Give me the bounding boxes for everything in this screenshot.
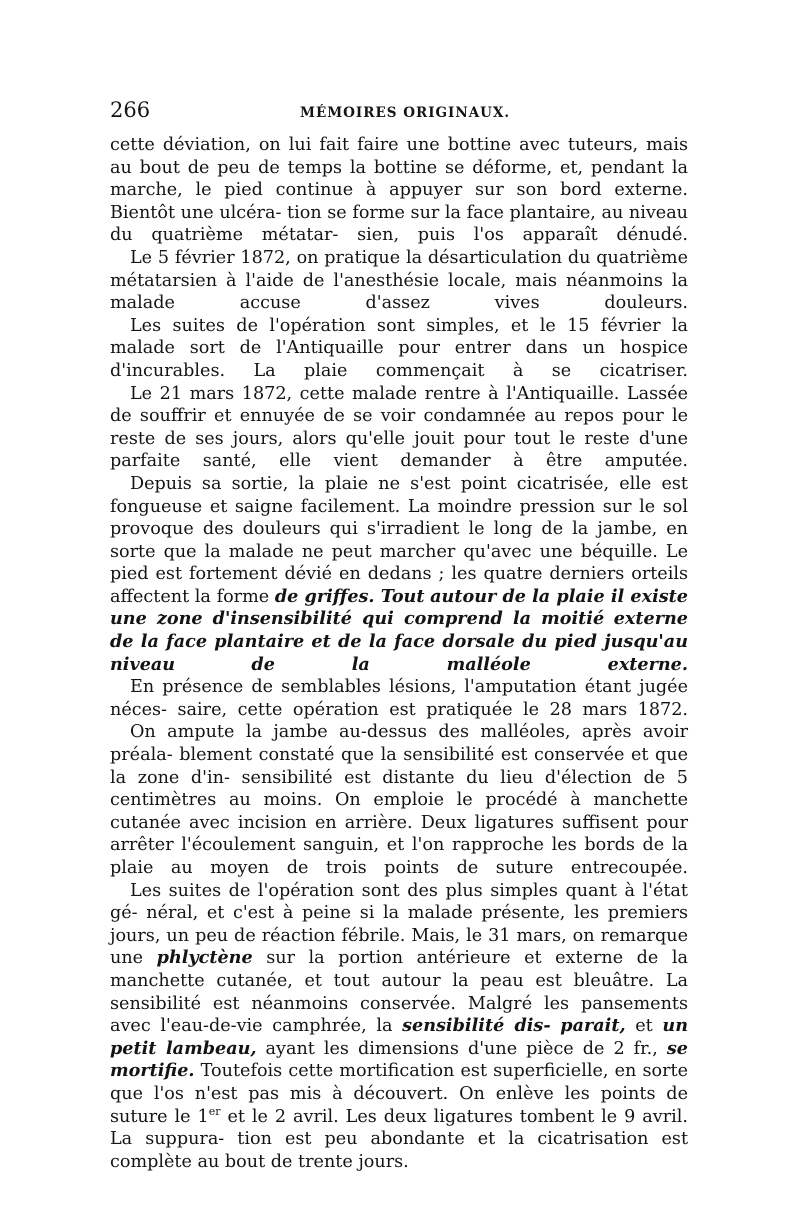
text-line: de l'Antiquaille pour entrer dans un hospice d'incurables. La plaie [110, 338, 689, 381]
emphasis-text: de la malléole externe. [251, 653, 689, 675]
paragraph [110, 721, 688, 879]
text-line: Malgré les pansements avec l'eau-de-vie camphrée, la [110, 993, 688, 1037]
text-line: tion se forme sur la face plantaire, au niveau du quatrième métatar- [110, 202, 689, 246]
text-line: bout de peu de temps la bottine se déforme, et, pendant la marche, [110, 157, 689, 201]
text-line: dedans ; les quatre derniers orteils affectent la forme [110, 564, 688, 607]
text-line: ne peut marcher qu'avec une béquille. Le pied est fortement dévié en [110, 541, 688, 585]
paragraph [110, 315, 688, 383]
text-line: On ampute la jambe au-dessus des malléoles, après avoir préala- [110, 722, 688, 766]
text-line: blement constaté que la sensibilité est conservée et que la zone d'in- [110, 745, 689, 788]
text-line: sur la portion antérieure et externe de la manchette cutanée, et tout [110, 948, 689, 991]
emphasis-text: parait, [560, 1015, 626, 1037]
text-line: le pied continue à appuyer sur son bord externe. Bientôt une ulcéra- [110, 180, 688, 223]
text-line: sensibilité est distante du lieu d'élection de 5 centimètres au moins. [110, 767, 688, 811]
page-header [110, 98, 688, 128]
emphasis-text: de griffes. Tout [274, 585, 425, 607]
text-line: saire, cette opération est pratiquée le 28 mars 1872. [177, 699, 689, 720]
text-line: Le 21 mars 1872, cette malade rentre à l'Antiquaille. Lassée de [110, 383, 688, 427]
text-line: cette déviation, on lui fait faire une bottine avec tuteurs, mais au [110, 135, 688, 178]
paragraph [110, 383, 688, 473]
text-line: et [625, 1016, 663, 1037]
text-line: rapproche les bords de la plaie au moyen de trois points de suture [110, 835, 688, 878]
paragraph [110, 134, 688, 247]
paragraph [110, 880, 688, 1174]
paragraph [110, 247, 688, 315]
superscript: er [208, 1104, 221, 1118]
text-line: peu de réaction fébrile. Mais, le 31 mars, on remarque une [110, 925, 688, 969]
text-line: 1 [197, 1106, 209, 1127]
text-line: douleurs qui s'irradient le long de la jambe, en sorte que la malade [110, 519, 689, 562]
body-text [110, 134, 688, 1173]
emphasis-text: phlyctène [156, 947, 253, 969]
text-line: métatarsien à l'aide de l'anesthésie locale, mais néanmoins la malade [110, 270, 688, 314]
text-line: néral, et c'est à peine si la malade présente, les premiers jours, un [110, 903, 689, 946]
text-line: Le 5 février 1872, on pratique la désarticulation du quatrième [130, 247, 688, 268]
text-line: et saigne facilement. La moindre pression sur le sol provoque des [110, 496, 688, 540]
text-line: que l'os n'est pas mis à découvert. On enlève les points de suture le [110, 1083, 688, 1127]
paragraph [110, 473, 688, 676]
page [110, 98, 688, 1173]
text-line: Toutefois cette mortification est superficielle, en sorte [194, 1061, 688, 1082]
text-line: Deux ligatures suffisent pour arrêter l'écoulement sanguin, et l'on [110, 812, 688, 856]
text-line: Depuis sa sortie, la plaie ne s'est point cicatrisée, elle est fongueuse [110, 473, 688, 517]
paragraph [110, 676, 688, 721]
text-line: ses jours, alors qu'elle jouit pour tout le reste d'une parfaite santé, [110, 428, 688, 472]
text-line: On emploie le procédé à manchette cutanée avec incision en arrière. [110, 790, 689, 833]
text-line: tion est peu abondante et la cicatrisation est complète au bout de [110, 1129, 689, 1172]
page-number: 266 [110, 98, 151, 122]
text-line: souffrir et ennuyée de se voir condamnée au repos pour le reste de [110, 406, 689, 449]
text-line: entrecoupée. [570, 858, 689, 878]
emphasis-text: sensibilité dis- [402, 1015, 551, 1037]
running-head: MÉMOIRES ORIGINAUX. [300, 105, 511, 121]
text-line: Les suites de l'opération sont des plus simples quant à l'état gé- [110, 880, 688, 924]
text-line: accuse d'assez vives douleurs. [239, 293, 689, 314]
text-line: sien, puis l'os apparaît dénudé. [357, 225, 689, 246]
text-line: autour la peau est bleuâtre. La sensibilité est néanmoins conservée. [110, 970, 688, 1014]
text-line: En présence de semblables lésions, l'amputation étant jugée néces- [110, 677, 688, 720]
emphasis-text: autour de la plaie il existe une zone d'insensibilité qui comprend la moitié [110, 585, 688, 630]
text-line: ayant les dimensions d'une pièce de 2 fr., [256, 1038, 658, 1059]
emphasis-text: se mortifie. [110, 1037, 688, 1082]
emphasis-text: externe de la face plantaire et de la face dorsale du pied jusqu'au niveau [110, 608, 688, 675]
text-line: commençait à se cicatriser. [375, 360, 689, 381]
text-line: Les suites de l'opération sont simples, et le 15 février la malade sort [110, 315, 688, 359]
text-line: trente jours. [298, 1151, 409, 1172]
emphasis-text: un petit lambeau, [110, 1015, 688, 1059]
text-line: elle vient demander à être amputée. [279, 451, 689, 472]
text-line: et le 2 avril. Les deux ligatures tombent le 9 avril. La suppura- [110, 1106, 688, 1150]
